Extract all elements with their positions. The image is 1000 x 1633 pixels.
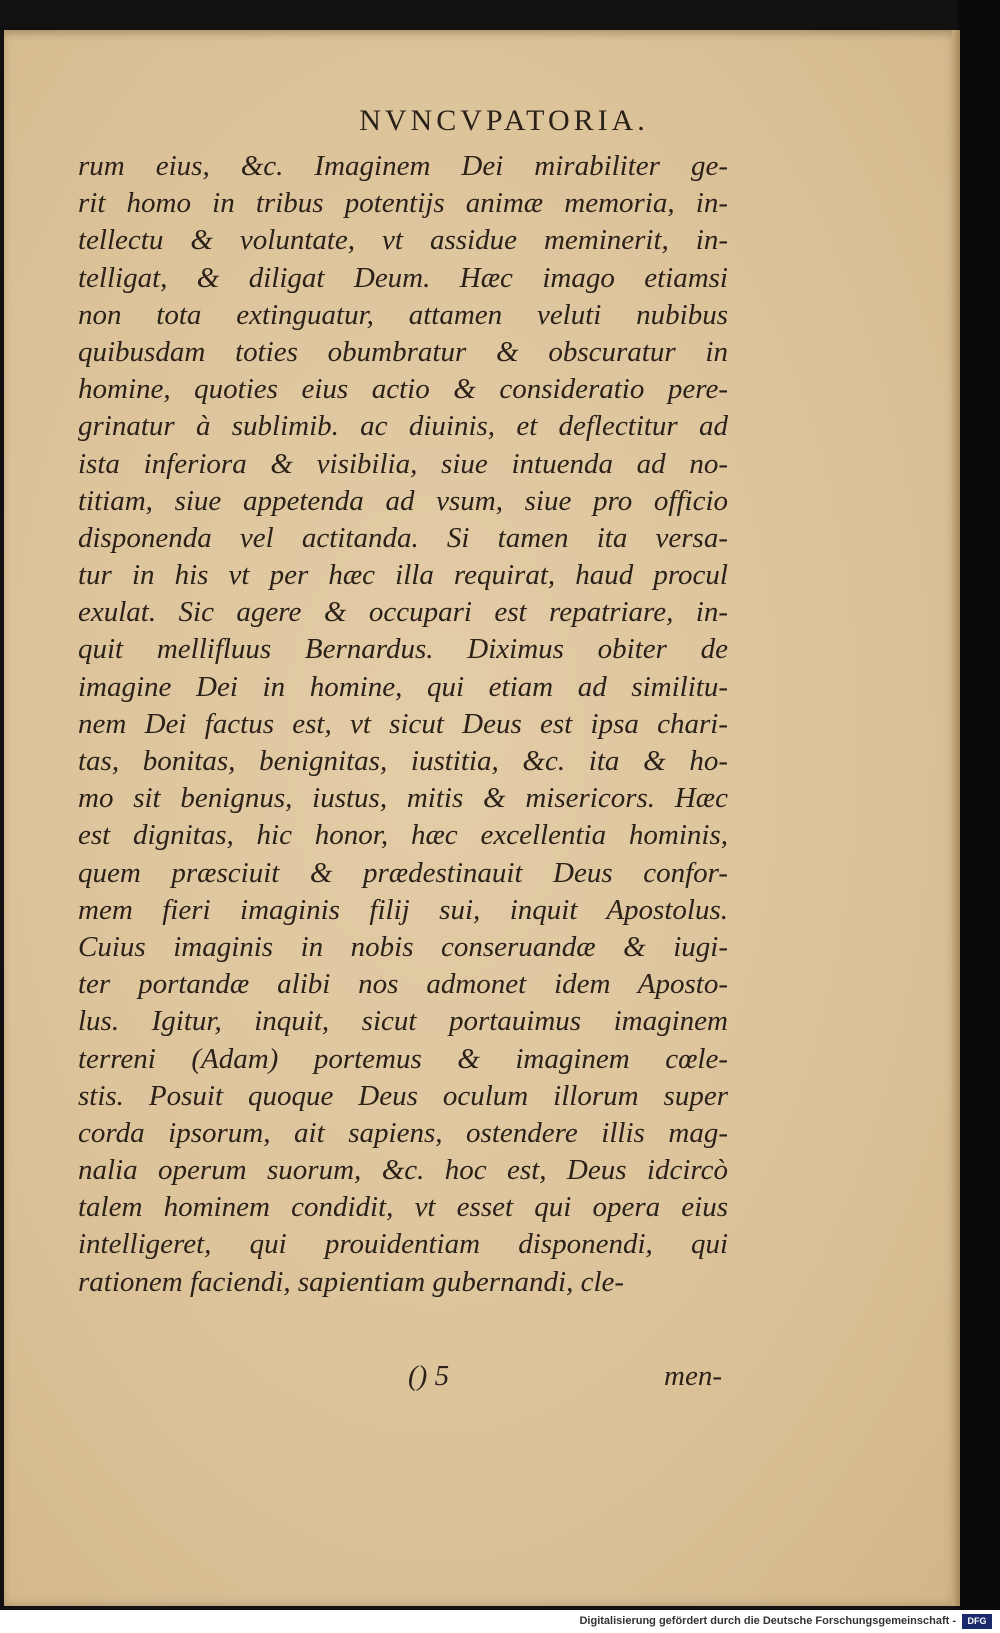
- text-line: Cuius imaginis in nobis conseruandæ & iugi-: [78, 930, 728, 963]
- text-line: quem præsciuit & prædestinauit Deus confor-: [78, 856, 728, 889]
- page-edge: [952, 30, 960, 1606]
- text-line: intelligeret, qui prouidentiam disponendi, qui: [78, 1228, 728, 1261]
- text-line: tur in his vt per hæc illa requirat, haud procul: [78, 559, 728, 592]
- text-line: imagine Dei in homine, qui etiam ad similitu-: [78, 670, 728, 703]
- text-line: homine, quoties eius actio & consideratio pere-: [78, 373, 728, 406]
- text-line: lus. Igitur, inquit, sicut portauimus imaginem: [78, 1005, 728, 1038]
- catchword: men-: [664, 1360, 722, 1392]
- funding-credit: Digitalisierung gefördert durch die Deutsche Forschungsgemeinschaft -: [579, 1615, 956, 1627]
- running-header: NVNCVPATORIA.: [359, 104, 649, 137]
- credit-bar: [0, 1610, 1000, 1633]
- signature-mark: () 5: [408, 1360, 450, 1392]
- text-line: ter portandæ alibi nos admonet idem Aposto-: [78, 968, 728, 1001]
- text-line: rit homo in tribus potentijs animæ memoria, in-: [78, 187, 728, 220]
- text-line: ista inferiora & visibilia, siue intuenda ad no-: [78, 447, 728, 480]
- scan-dark-margin: [958, 0, 1000, 1610]
- text-line: terreni (Adam) portemus & imaginem cœle-: [78, 1042, 728, 1075]
- text-line: nem Dei factus est, vt sicut Deus est ipsa chari-: [78, 707, 728, 740]
- text-line: talem hominem condidit, vt esset qui opera eius: [78, 1191, 728, 1224]
- text-line: rum eius, &c. Imaginem Dei mirabiliter ge-: [78, 150, 728, 182]
- text-line: stis. Posuit quoque Deus oculum illorum super: [78, 1079, 728, 1112]
- page-body: [78, 148, 728, 1301]
- text-line: mem fieri imaginis filij sui, inquit Apostolus.: [78, 893, 728, 926]
- text-line: tas, bonitas, benignitas, iustitia, &c. ita & ho-: [78, 745, 728, 777]
- text-line: telligat, & diligat Deum. Hæc imago etiamsi: [78, 261, 728, 294]
- text-line: corda ipsorum, ait sapiens, ostendere illis mag-: [78, 1116, 728, 1149]
- text-line: grinatur à sublimib. ac diuinis, et deflectitur ad: [78, 410, 728, 443]
- dfg-logo: DFG: [962, 1614, 992, 1629]
- text-line: quibusdam toties obumbratur & obscuratur in: [78, 335, 728, 368]
- text-line: titiam, siue appetenda ad vsum, siue pro officio: [78, 484, 728, 517]
- text-line: tellectu & voluntate, vt assidue meminerit, in-: [78, 224, 728, 257]
- text-line: non tota extinguatur, attamen veluti nubibus: [78, 298, 728, 331]
- text-line: mo sit benignus, iustus, mitis & misericors. Hæc: [78, 782, 728, 815]
- text-line: quit mellifluus Bernardus. Diximus obiter de: [78, 633, 728, 666]
- text-line: disponenda vel actitanda. Si tamen ita versa-: [78, 521, 728, 554]
- page-footer: [78, 1360, 728, 1400]
- text-line: rationem faciendi, sapientiam gubernandi, cle-: [78, 1265, 625, 1298]
- text-line: exulat. Sic agere & occupari est repatriare, in-: [78, 596, 728, 629]
- text-line: nalia operum suorum, &c. hoc est, Deus idcircò: [78, 1154, 728, 1187]
- text-line: est dignitas, hic honor, hæc excellentia hominis,: [78, 819, 728, 852]
- book-page: [4, 30, 960, 1606]
